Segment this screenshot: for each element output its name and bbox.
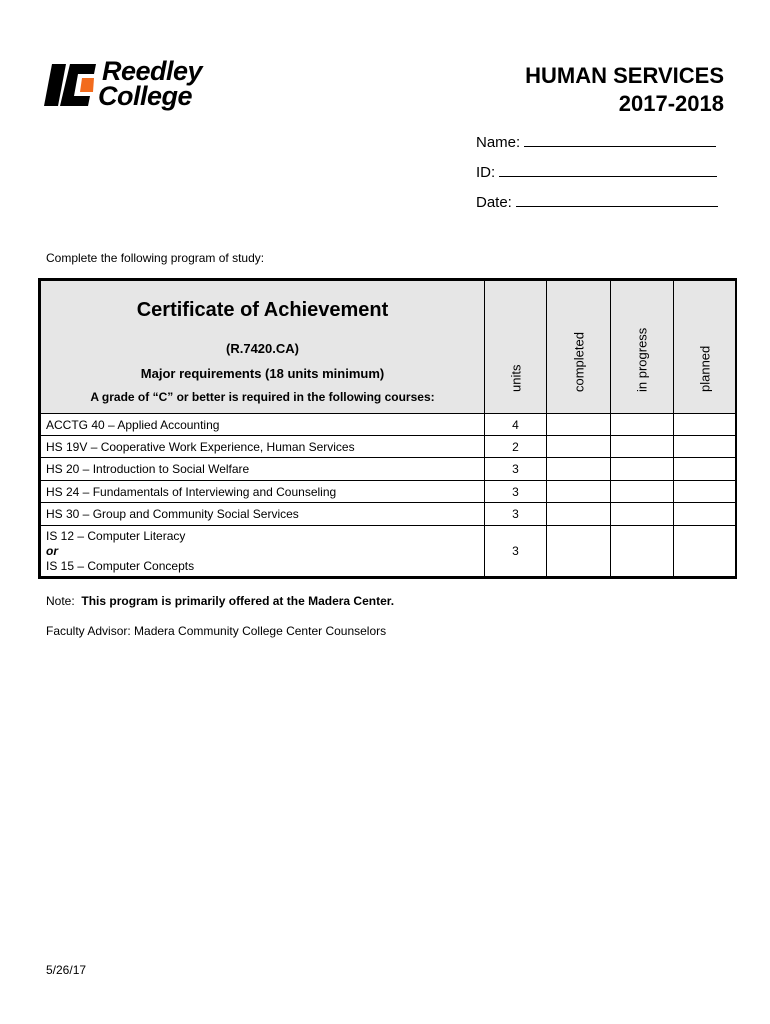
in-progress-header-label: in progress (634, 327, 650, 392)
planned-cell[interactable] (674, 436, 736, 458)
planned-header (674, 281, 736, 414)
table-header-row (41, 281, 736, 414)
in-progress-cell[interactable] (611, 503, 674, 526)
in-progress-cell[interactable] (611, 526, 674, 577)
instruction-text: Complete the following program of study: (46, 251, 265, 265)
units-header (485, 281, 547, 414)
document-title (525, 62, 724, 118)
course-choice (41, 526, 485, 577)
course-name: ACCTG 40 – Applied Accounting (41, 414, 485, 436)
date-label: Date: (476, 194, 512, 211)
faculty-advisor: Faculty Advisor: Madera Community College Center Counselors (46, 624, 387, 638)
course-name: HS 20 – Introduction to Social Welfare (41, 458, 485, 481)
table-row (41, 503, 736, 526)
planned-cell[interactable] (674, 481, 736, 503)
title-year: 2017-2018 (618, 91, 724, 116)
completed-cell[interactable] (547, 481, 611, 503)
table-row (41, 436, 736, 458)
course-units: 2 (485, 436, 547, 458)
certificate-code: (R.7420.CA) (226, 341, 299, 356)
planned-cell[interactable] (674, 503, 736, 526)
certificate-header (41, 281, 485, 414)
course-option-1: IS 12 – Computer Literacy (46, 528, 186, 543)
name-label: Name: (476, 134, 521, 151)
in-progress-cell[interactable] (611, 458, 674, 481)
footer-date: 5/26/17 (46, 963, 87, 977)
title-program: HUMAN SERVICES (525, 63, 724, 88)
note-text: This program is primarily offered at the Madera Center. (81, 594, 395, 608)
program-note (46, 594, 394, 608)
table-row (41, 526, 736, 577)
grade-requirement: A grade of “C” or better is required in the following courses: (90, 390, 435, 404)
course-units: 3 (485, 526, 547, 577)
completed-cell[interactable] (547, 526, 611, 577)
in-progress-header (611, 281, 674, 414)
completed-cell[interactable] (547, 436, 611, 458)
course-name: HS 24 – Fundamentals of Interviewing and Counseling (41, 481, 485, 503)
course-units: 3 (485, 503, 547, 526)
logo-line2: College (98, 81, 193, 111)
table-row (41, 481, 736, 503)
table-row (41, 458, 736, 481)
planned-cell[interactable] (674, 414, 736, 436)
college-logo-mark-icon (44, 58, 100, 110)
course-name: HS 30 – Group and Community Social Services (41, 503, 485, 526)
certificate-title: Certificate of Achievement (136, 299, 389, 321)
in-progress-cell[interactable] (611, 436, 674, 458)
id-label: ID: (476, 164, 496, 181)
date-field[interactable] (476, 193, 718, 212)
date-blank[interactable] (516, 193, 718, 207)
in-progress-cell[interactable] (611, 414, 674, 436)
completed-cell[interactable] (547, 414, 611, 436)
planned-cell[interactable] (674, 458, 736, 481)
course-or: or (46, 543, 58, 558)
course-units: 3 (485, 458, 547, 481)
id-blank[interactable] (499, 163, 717, 177)
table-row (41, 414, 736, 436)
major-requirements: Major requirements (18 units minimum) (140, 366, 385, 381)
course-units: 3 (485, 481, 547, 503)
id-field[interactable] (476, 163, 717, 182)
in-progress-cell[interactable] (611, 481, 674, 503)
planned-header-label: planned (697, 345, 712, 392)
college-logo (44, 58, 248, 110)
name-blank[interactable] (524, 133, 716, 147)
completed-cell[interactable] (547, 458, 611, 481)
completed-cell[interactable] (547, 503, 611, 526)
course-option-2: IS 15 – Computer Concepts (46, 558, 195, 573)
completed-header-label: completed (571, 332, 586, 392)
note-label: Note: (46, 594, 75, 608)
program-table (38, 278, 737, 579)
logo-line1: Reedley (102, 56, 203, 86)
course-name: HS 19V – Cooperative Work Experience, Human Services (41, 436, 485, 458)
name-field[interactable] (476, 133, 716, 152)
planned-cell[interactable] (674, 526, 736, 577)
completed-header (547, 281, 611, 414)
course-units: 4 (485, 414, 547, 436)
units-header-label: units (508, 364, 523, 392)
